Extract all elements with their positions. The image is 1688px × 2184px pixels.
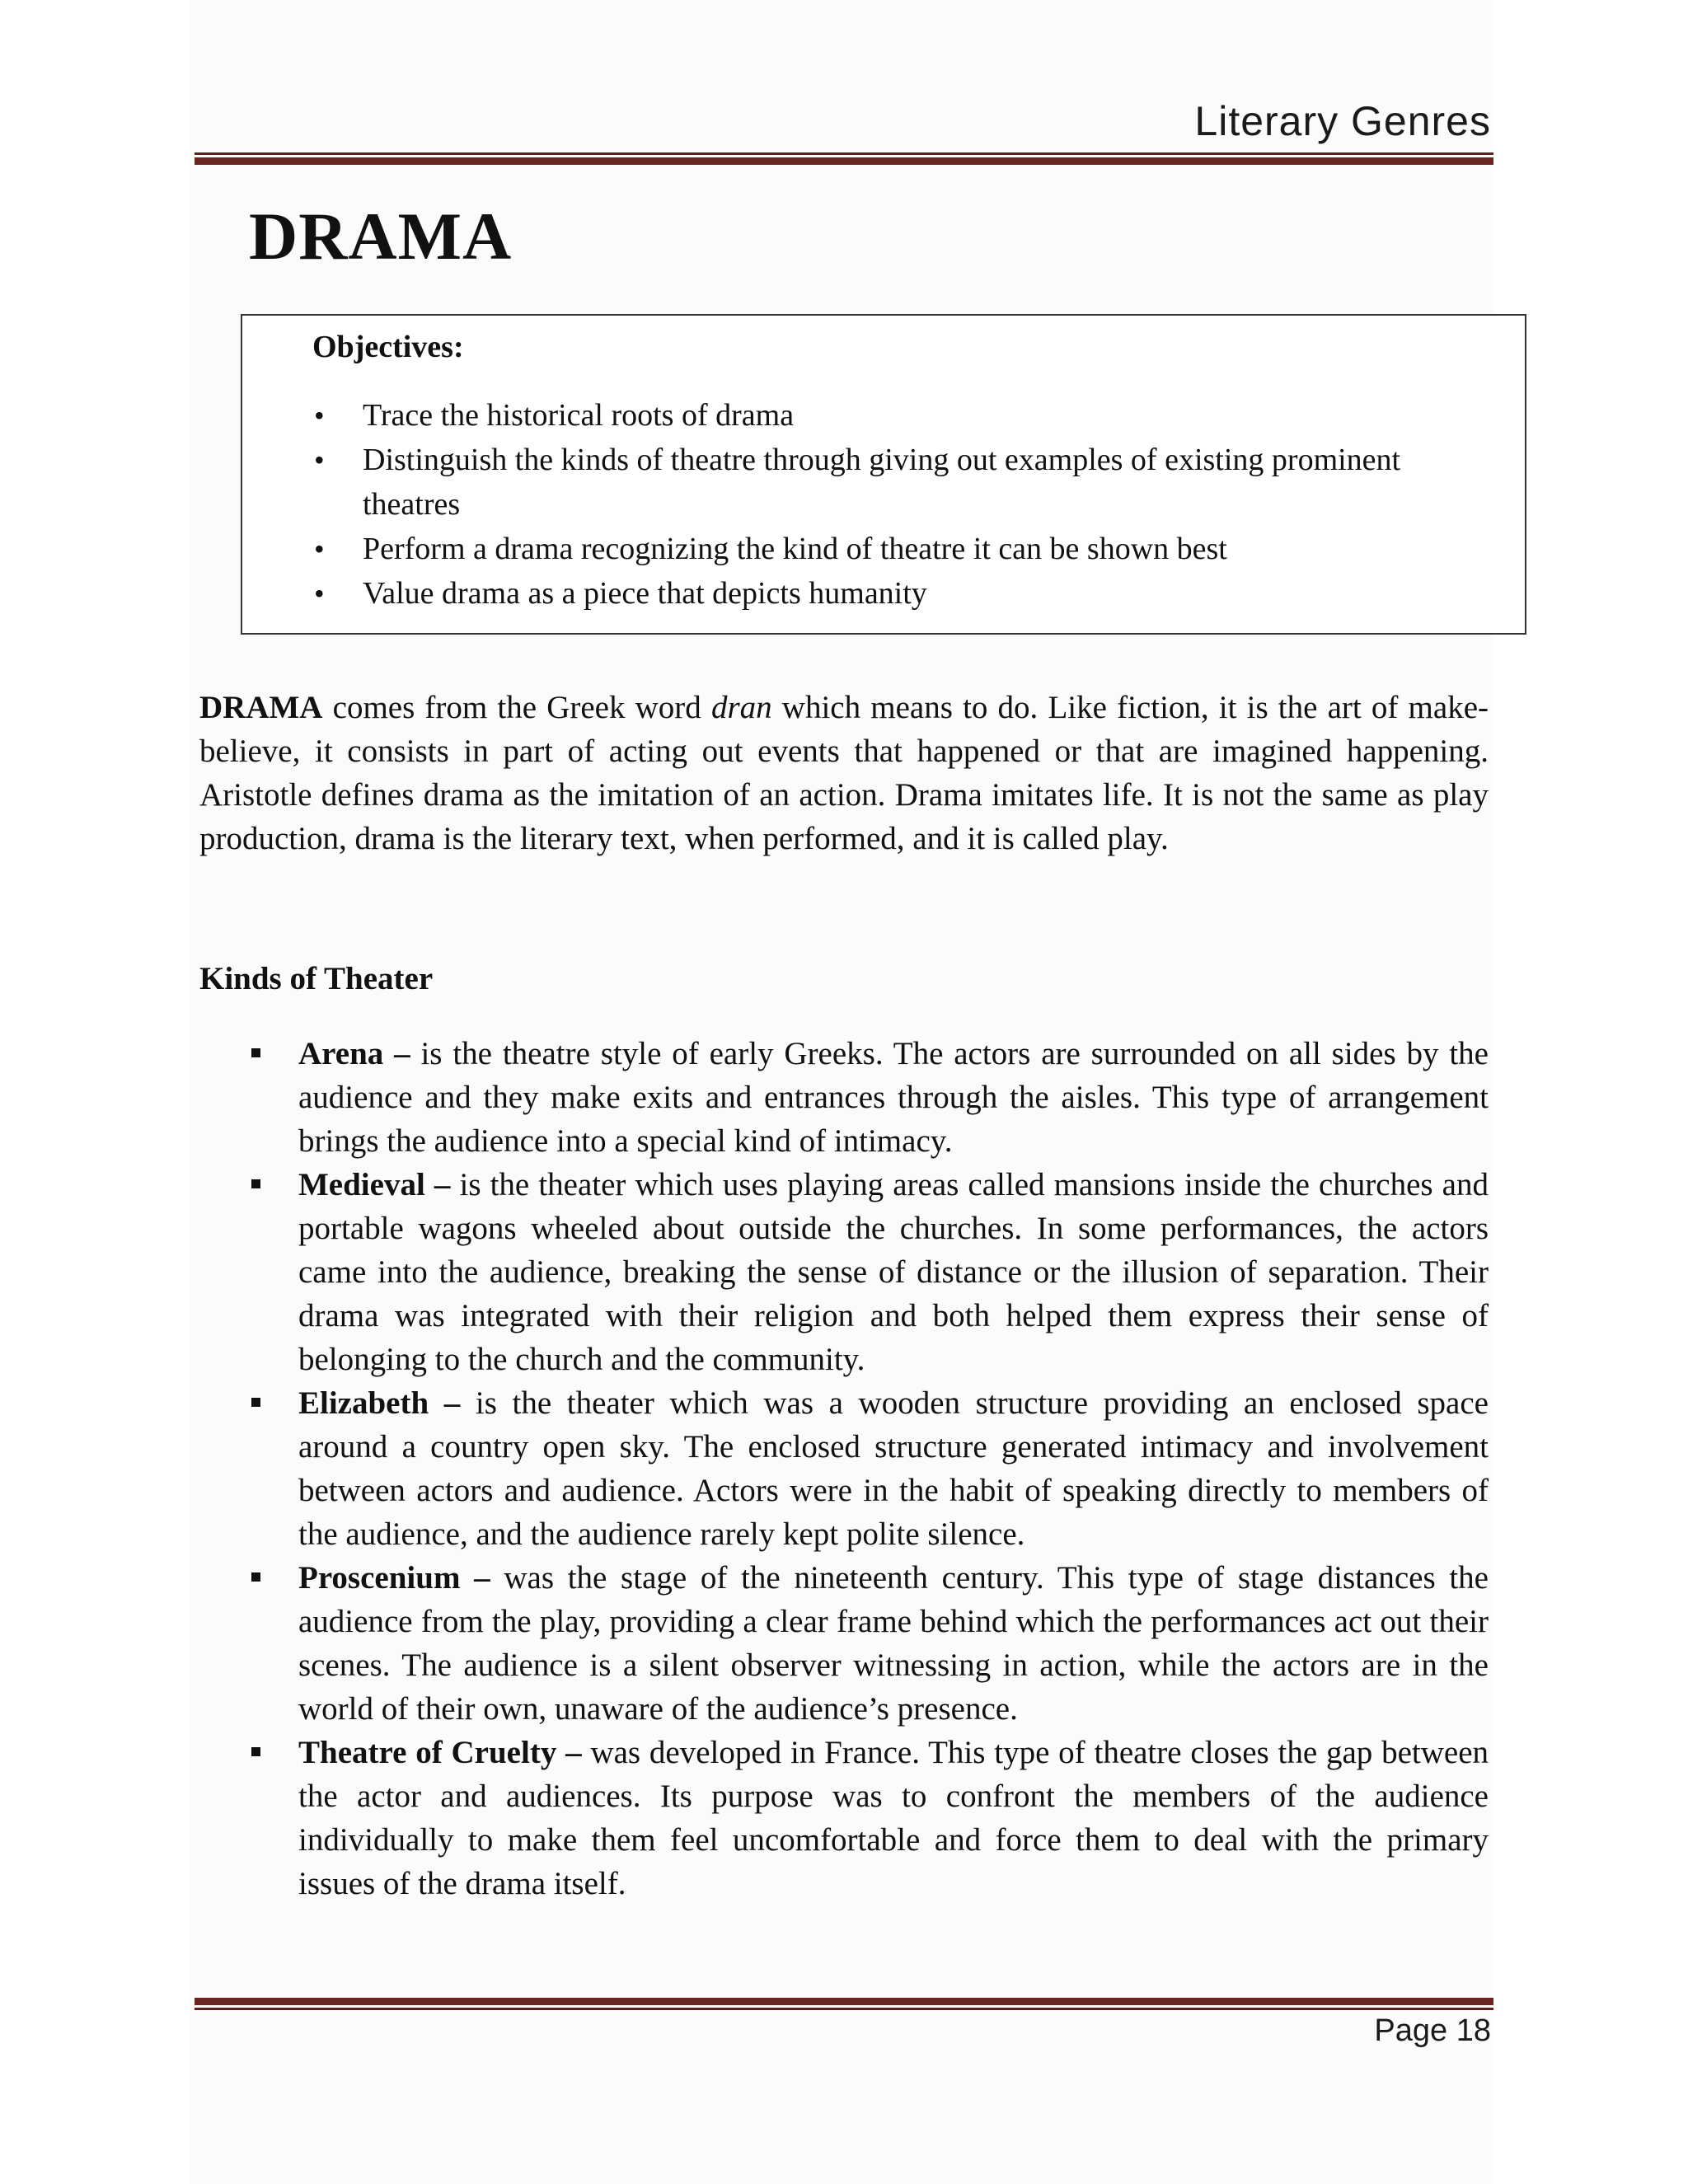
objective-item	[312, 527, 1499, 571]
intro-italic-word: dran	[710, 690, 772, 725]
objective-item	[312, 571, 1499, 616]
footer-rule	[195, 1998, 1493, 2010]
objectives-heading: Objectives:	[312, 330, 464, 364]
theater-kind-description: was developed in France. This type of theatre closes the gap between the actor and audiences. Its purpose was to confront the members of the audience individually to make them feel uncomfortable and force them to deal with the primary issues of the drama itself.	[298, 1735, 1489, 1901]
theater-kind-term: Theatre of Cruelty –	[298, 1735, 582, 1770]
bullet-icon: •	[314, 399, 325, 432]
square-bullet-icon	[251, 1572, 260, 1582]
objectives-list	[312, 393, 1499, 616]
theater-kind-description: was the stage of the nineteenth century. This type of stage distances the audience from the play, providing a clear frame behind which the performances act out their scenes. The audience is a silent observer witnessing in action, while the actors are in the world of their own, unaware of the audience’s presence.	[298, 1560, 1489, 1727]
theater-kind-cruelty	[199, 1731, 1489, 1905]
objective-text: Distinguish the kinds of theatre through giving out examples of existing prominent theatres	[363, 443, 1401, 522]
objective-item	[312, 393, 1499, 438]
objectives-box	[241, 314, 1526, 635]
intro-text-part1: comes from the Greek word	[322, 690, 711, 725]
theater-kind-medieval	[199, 1163, 1489, 1381]
square-bullet-icon	[251, 1747, 260, 1756]
theater-kind-term: Arena –	[298, 1036, 410, 1071]
theater-kind-term: Proscenium –	[298, 1560, 490, 1596]
objective-item	[312, 438, 1499, 527]
square-bullet-icon	[251, 1398, 260, 1407]
intro-paragraph	[199, 686, 1489, 860]
page-number: Page 18	[1374, 2013, 1491, 2048]
header-rule-thick-line	[195, 157, 1493, 165]
theater-kind-proscenium	[199, 1556, 1489, 1731]
bullet-icon: •	[314, 443, 325, 476]
square-bullet-icon	[251, 1048, 260, 1057]
footer-rule-thin-line	[195, 2008, 1493, 2010]
theater-kind-term: Elizabeth –	[298, 1385, 461, 1421]
theater-kind-description: is the theater which was a wooden structure providing an enclosed space around a country open sky. The enclosed structure generated intimacy and involvement between actors and audience. Actors were in the habit of speaking directly to members of the audience, and the audience rarely kept polite silence.	[298, 1385, 1489, 1552]
theater-kind-description: is the theatre style of early Greeks. The actors are surrounded on all sides by the audience and they make exits and entrances through the aisles. This type of arrangement brings the audience into a special kind of intimacy.	[298, 1036, 1489, 1159]
bullet-icon: •	[314, 577, 325, 610]
theater-kind-elizabeth	[199, 1381, 1489, 1556]
intro-term: DRAMA	[199, 690, 323, 725]
theater-kind-term: Medieval –	[298, 1167, 451, 1202]
header-rule	[195, 152, 1493, 165]
footer-rule-thick-line	[195, 1998, 1493, 2005]
kinds-of-theater-list	[199, 1032, 1489, 1905]
objective-text: Trace the historical roots of drama	[363, 398, 795, 433]
square-bullet-icon	[251, 1179, 260, 1188]
objective-text: Value drama as a piece that depicts humanity	[363, 576, 927, 611]
page-title: DRAMA	[249, 199, 513, 274]
section-heading-kinds-of-theater: Kinds of Theater	[199, 961, 434, 996]
theater-kind-description: is the theater which uses playing areas called mansions inside the churches and portable wagons wheeled about outside the churches. In some performances, the actors came into the audience, breaking the sense of distance or the illusion of separation. Their drama was integrated with their religion and both helped them express their sense of belonging to the church and the community.	[298, 1167, 1489, 1377]
theater-kind-arena	[199, 1032, 1489, 1163]
objective-text: Perform a drama recognizing the kind of theatre it can be shown best	[363, 532, 1227, 566]
running-header: Literary Genres	[1194, 98, 1491, 144]
intro-text-part2: which means to do. Like fiction, it is the art of make-believe, it consists in part of acting out events that happened or that are imagined happening. Aristotle defines drama as the imitation of an action. Drama imitates life. It is not the same as play production, drama is the literary text, when performed, and it is called play.	[199, 690, 1489, 856]
bullet-icon: •	[314, 532, 325, 565]
